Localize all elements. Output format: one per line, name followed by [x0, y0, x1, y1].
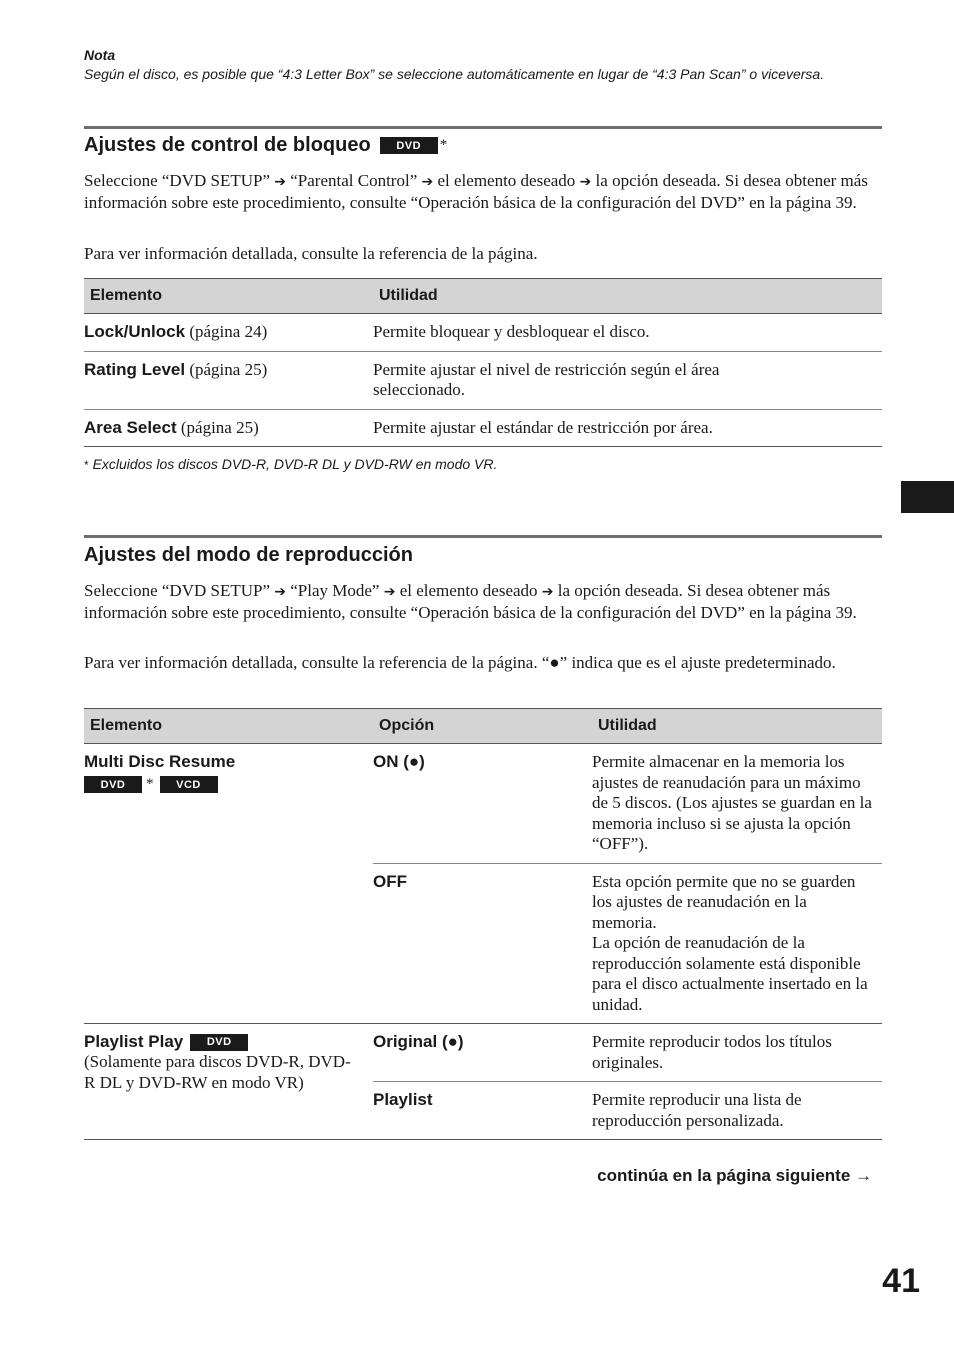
dvd-badge: DVD	[190, 1034, 248, 1051]
row-page: (página 25)	[185, 359, 268, 379]
item-playlist-play	[84, 1024, 373, 1140]
arrow-icon: ➔	[541, 584, 554, 600]
section-rule	[84, 126, 882, 129]
instr-part: Seleccione “DVD SETUP”	[84, 581, 271, 600]
option-use: Permite reproducir una lista de reproducción personalizada.	[592, 1082, 882, 1140]
asterisk: *	[146, 776, 154, 792]
vcd-badge: VCD	[160, 776, 218, 793]
section2-instructions	[84, 581, 884, 623]
row-page: (página 25)	[176, 417, 259, 437]
item-note: (Solamente para discos DVD-R, DVD-R DL y DVD-RW en modo VR)	[84, 1052, 351, 1092]
option-use: Permite reproducir todos los títulos originales.	[592, 1024, 882, 1082]
option-on: ON (●)	[373, 744, 592, 864]
option-original: Original (●)	[373, 1024, 592, 1082]
row-name: Area Select	[84, 417, 177, 437]
section1-para2: Para ver información detallada, consulte la referencia de la página.	[84, 244, 538, 263]
row-name: Rating Level	[84, 359, 186, 379]
dvd-badge: DVD	[380, 137, 438, 154]
option-use	[592, 863, 882, 1024]
option-playlist: Playlist	[373, 1082, 592, 1140]
section2-para2: Para ver información detallada, consulte la referencia de la página. “●” indica que es el ajuste predeterminado.	[84, 653, 836, 672]
table-row	[84, 314, 882, 352]
item-badges	[84, 776, 373, 793]
table-row	[84, 1024, 882, 1082]
item-name: Playlist Play	[84, 1032, 184, 1051]
instr-part: el elemento deseado	[399, 581, 538, 600]
note-title: Nota	[84, 47, 116, 63]
col-header-utilidad: Utilidad	[592, 709, 882, 744]
instr-part: la opción deseada. Si desea obtener más información sobre este procedimiento, consulte “Operación básica de la configuración del DVD” en la página 39.	[84, 171, 868, 212]
row-use: Permite bloquear y desbloquear el disco.	[373, 322, 650, 341]
table-row	[84, 409, 882, 447]
section1-instructions	[84, 171, 884, 213]
row-page: (página 24)	[185, 322, 268, 341]
side-tab	[901, 481, 954, 513]
continue-label: continúa en la página siguiente →	[597, 1166, 872, 1185]
option-off: OFF	[373, 863, 592, 1024]
section2-title: Ajustes del modo de reproducción	[84, 544, 413, 566]
col-header-utilidad: Utilidad	[373, 279, 882, 314]
instr-part: “Play Mode”	[290, 581, 380, 600]
instr-part: la opción deseada. Si desea obtener más información sobre este procedimiento, consulte “Operación básica de la configuración del DVD” en la página 39.	[84, 581, 857, 622]
item-multi-disc	[84, 744, 373, 1024]
note-text: Según el disco, es posible que “4:3 Letter Box” se seleccione automáticamente en lugar de “4:3 Pan Scan” o viceversa.	[84, 66, 825, 82]
item-name: Multi Disc Resume	[84, 752, 236, 771]
table-row	[84, 744, 882, 864]
dvd-badge: DVD	[84, 776, 142, 793]
col-header-opcion: Opción	[373, 709, 592, 744]
col-header-elemento: Elemento	[84, 709, 373, 744]
option-use-part: Esta opción permite que no se guarden los ajustes de reanudación en la memoria.	[592, 871, 856, 932]
arrow-icon: ➔	[274, 174, 286, 190]
arrow-icon: ➔	[274, 584, 286, 600]
footnote	[84, 456, 497, 472]
option-use-part: La opción de reanudación de la reproducción solamente está disponible para el disco actualmente insertado en la unidad.	[592, 933, 868, 1014]
section-rule	[84, 535, 882, 538]
row-use: Permite ajustar el estándar de restricción por área.	[373, 417, 713, 437]
col-header-elemento: Elemento	[84, 279, 373, 314]
instr-part: Seleccione “DVD SETUP”	[84, 171, 271, 190]
arrow-icon: ➔	[421, 174, 434, 190]
row-name: Lock/Unlock	[84, 322, 186, 341]
page-number: 41	[882, 1262, 920, 1300]
instr-part: el elemento deseado	[437, 171, 576, 190]
table-row	[84, 351, 882, 409]
footnote-text: Excluidos los discos DVD-R, DVD-R DL y DVD-RW en modo VR.	[92, 456, 498, 472]
arrow-icon: ➔	[383, 584, 396, 600]
section1-title	[84, 134, 447, 157]
asterisk: *	[439, 137, 448, 153]
footnote-mark: *	[84, 458, 89, 472]
arrow-icon: ➔	[579, 174, 592, 190]
instr-part: “Parental Control”	[290, 171, 418, 190]
section1-title-text: Ajustes de control de bloqueo	[84, 134, 371, 156]
playmode-table	[84, 708, 882, 1140]
lock-table	[84, 278, 882, 447]
option-use: Permite almacenar en la memoria los ajustes de reanudación para un máximo de 5 discos. (Los ajustes se guardan en la memoria incluso si se ajusta la opción “OFF”).	[592, 744, 882, 864]
row-use: Permite ajustar el nivel de restricción según el área seleccionado.	[373, 359, 720, 399]
